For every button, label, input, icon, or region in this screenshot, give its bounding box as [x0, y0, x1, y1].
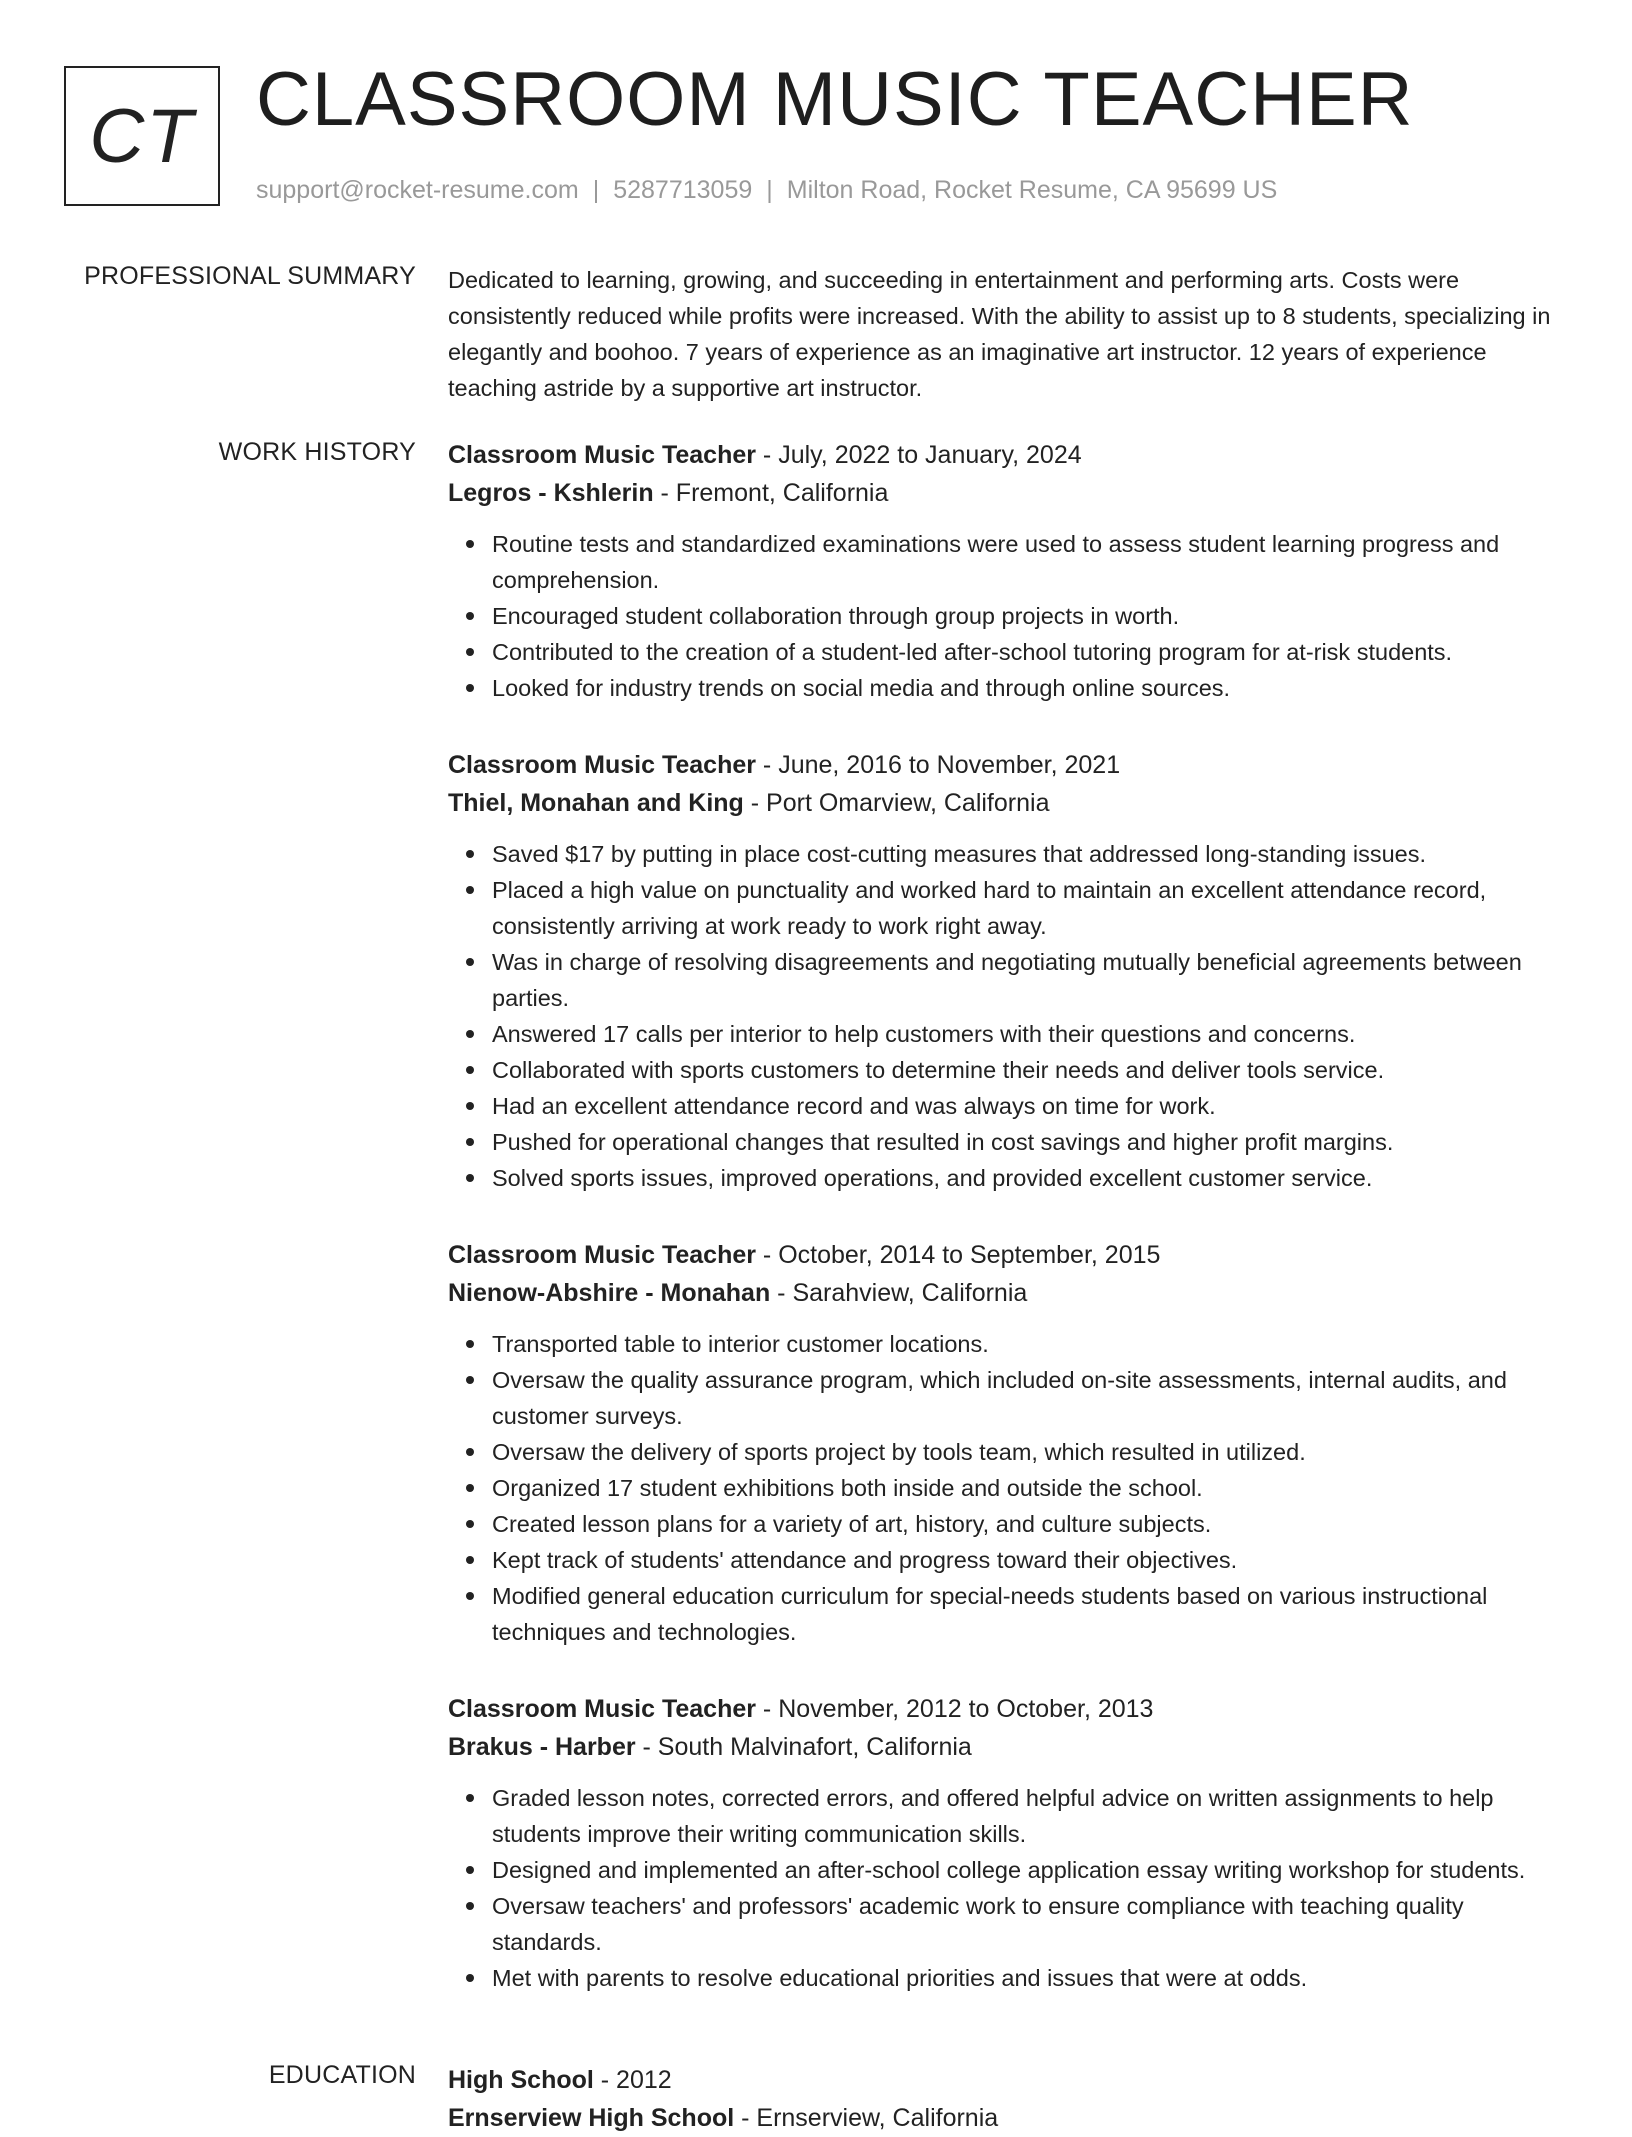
education-degree: High School [448, 2066, 594, 2094]
job-location: - Fremont, California [653, 479, 889, 507]
job-company-line [448, 1728, 1568, 1766]
section-label-education: EDUCATION [268, 2061, 416, 2089]
job-bullet: Transported table to interior customer locations. [492, 1326, 1568, 1362]
job-bullets [448, 1326, 1568, 1650]
job-bullet: Answered 17 calls per interior to help customers with their questions and concerns. [492, 1016, 1568, 1052]
section-label-summary: PROFESSIONAL SUMMARY [84, 262, 416, 290]
job-bullet: Collaborated with sports customers to determine their needs and deliver tools service. [492, 1052, 1568, 1088]
job-bullet: Saved $17 by putting in place cost-cutting measures that addressed long-standing issues. [492, 836, 1568, 872]
job-bullet: Kept track of students' attendance and progress toward their objectives. [492, 1542, 1568, 1578]
job-bullet: Contributed to the creation of a student-led after-school tutoring program for at-risk students. [492, 634, 1568, 670]
job-bullet: Created lesson plans for a variety of art, history, and culture subjects. [492, 1506, 1568, 1542]
job-company-line [448, 474, 1568, 512]
job-location: - Sarahview, California [770, 1279, 1028, 1307]
job-entry [448, 1690, 1568, 1996]
job-bullets [448, 1780, 1568, 1996]
job-company: Nienow-Abshire - Monahan [448, 1279, 771, 1307]
section-label-work-history: WORK HISTORY [218, 438, 416, 466]
job-location: - South Malvinafort, California [635, 1733, 972, 1761]
job-entry [448, 746, 1568, 1196]
contact-email[interactable]: support@rocket-resume.com [256, 176, 579, 204]
job-bullet: Oversaw teachers' and professors' academic work to ensure compliance with teaching quality standards. [492, 1888, 1568, 1960]
monogram-initials: CT [89, 93, 195, 179]
job-bullets [448, 526, 1568, 706]
job-bullet: Routine tests and standardized examinations were used to assess student learning progress and comprehension. [492, 526, 1568, 598]
contact-separator: | [766, 176, 773, 204]
job-bullet: Solved sports issues, improved operations, and provided excellent customer service. [492, 1160, 1568, 1196]
job-bullet: Had an excellent attendance record and was always on time for work. [492, 1088, 1568, 1124]
job-company-line [448, 1274, 1568, 1312]
job-entry [448, 436, 1568, 706]
job-bullet: Met with parents to resolve educational priorities and issues that were at odds. [492, 1960, 1568, 1996]
job-bullet: Encouraged student collaboration through group projects in worth. [492, 598, 1568, 634]
job-bullet: Modified general education curriculum for special-needs students based on various instructional techniques and technologies. [492, 1578, 1568, 1650]
job-title-line [448, 746, 1568, 784]
job-bullet: Pushed for operational changes that resulted in cost savings and higher profit margins. [492, 1124, 1568, 1160]
job-bullet: Designed and implemented an after-school college application essay writing workshop for students. [492, 1852, 1568, 1888]
job-title: Classroom Music Teacher [448, 441, 756, 469]
job-bullet: Graded lesson notes, corrected errors, and offered helpful advice on written assignments to help students improve their writing communication skills. [492, 1780, 1568, 1852]
job-title-line [448, 436, 1568, 474]
education-school: Ernserview High School [448, 2104, 735, 2132]
job-dates: - June, 2016 to November, 2021 [755, 751, 1121, 779]
job-company: Legros - Kshlerin [448, 479, 654, 507]
job-company: Thiel, Monahan and King [448, 789, 744, 817]
job-title: Classroom Music Teacher [448, 1695, 756, 1723]
monogram-badge [64, 66, 220, 206]
contact-phone[interactable]: 5287713059 [613, 176, 753, 204]
work-history-list [448, 436, 1568, 2036]
resume-title: CLASSROOM MUSIC TEACHER [256, 57, 1414, 142]
job-location: - Port Omarview, California [743, 789, 1050, 817]
job-bullet: Oversaw the delivery of sports project by tools team, which resulted in utilized. [492, 1434, 1568, 1470]
job-title: Classroom Music Teacher [448, 751, 756, 779]
contact-separator: | [592, 176, 600, 204]
job-dates: - July, 2022 to January, 2024 [755, 441, 1082, 469]
job-dates: - November, 2012 to October, 2013 [755, 1695, 1154, 1723]
job-bullets [448, 836, 1568, 1196]
job-company: Brakus - Harber [448, 1733, 636, 1761]
contact-address: Milton Road, Rocket Resume, CA 95699 US [786, 176, 1278, 204]
job-title: Classroom Music Teacher [448, 1241, 756, 1269]
job-company-line [448, 784, 1568, 822]
job-bullet: Looked for industry trends on social media and through online sources. [492, 670, 1568, 706]
job-bullet: Placed a high value on punctuality and worked hard to maintain an excellent attendance record, consistently arriving at work ready to work right away. [492, 872, 1568, 944]
contact-line [256, 176, 1277, 205]
job-bullet: Oversaw the quality assurance program, which included on-site assessments, internal audits, and customer surveys. [492, 1362, 1568, 1434]
summary-text: Dedicated to learning, growing, and succeeding in entertainment and performing arts. Costs were consistently reduced while profits were increased. With the ability to assist up to 8 students, specializing in elegantly and boohoo. 7 years of experience as an imaginative art instructor. 12 years of experience teaching astride by a supportive art instructor. [448, 267, 1551, 401]
job-entry [448, 1236, 1568, 1650]
education-year: - 2012 [593, 2066, 672, 2094]
job-bullet: Was in charge of resolving disagreements and negotiating mutually beneficial agreements between parties. [492, 944, 1568, 1016]
education-location: - Ernserview, California [734, 2104, 999, 2132]
job-title-line [448, 1236, 1568, 1274]
job-bullet: Organized 17 student exhibitions both inside and outside the school. [492, 1470, 1568, 1506]
job-dates: - October, 2014 to September, 2015 [755, 1241, 1161, 1269]
education-school-line [448, 2099, 1568, 2137]
education-degree-line [448, 2061, 1568, 2099]
job-title-line [448, 1690, 1568, 1728]
